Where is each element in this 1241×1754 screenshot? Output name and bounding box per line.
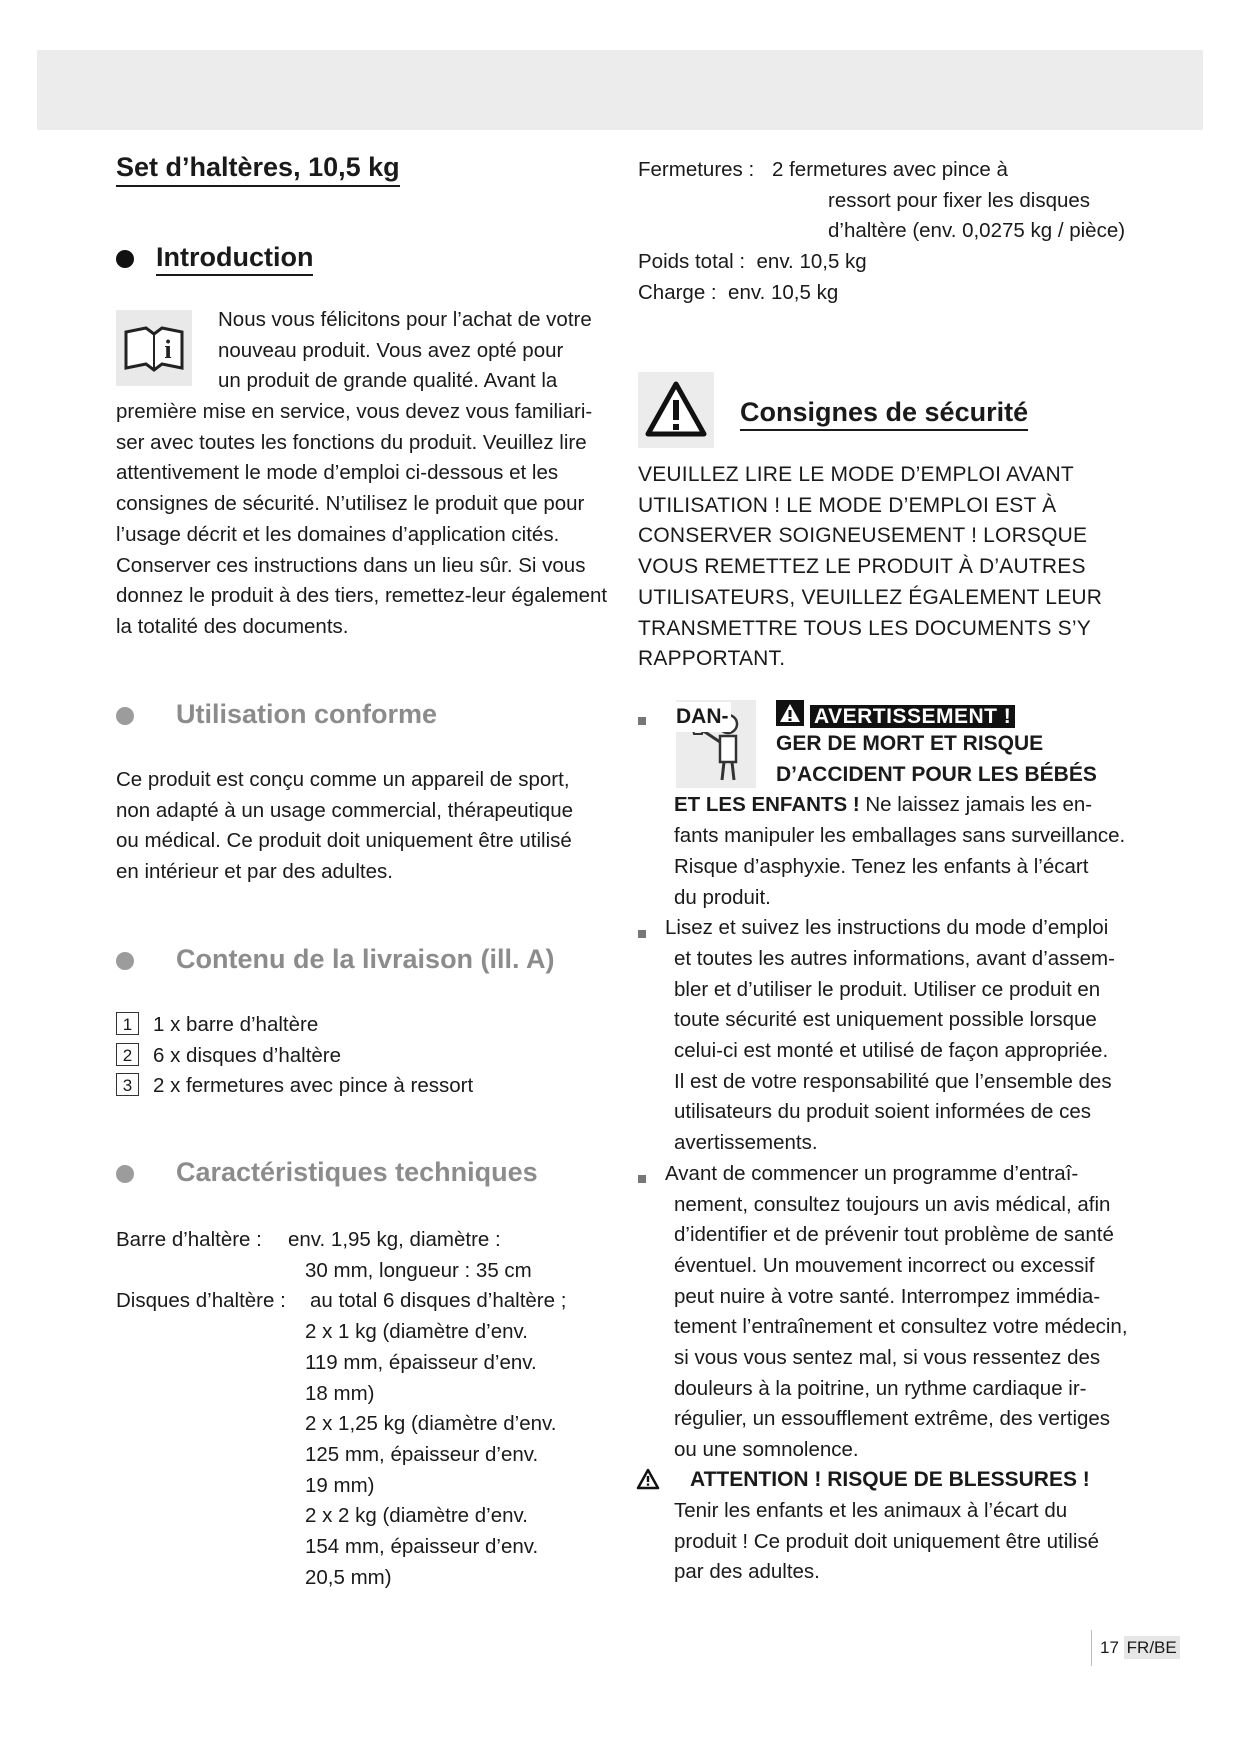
spec-closures-line: 2 fermetures avec pince à bbox=[772, 158, 1008, 181]
text-line: UTILISATION ! LE MODE D’EMPLOI EST À bbox=[638, 493, 1057, 517]
text-line: et toutes les autres informations, avant d’assem- bbox=[674, 946, 1115, 970]
attention-triangle-icon bbox=[636, 1468, 660, 1495]
spec-load bbox=[638, 278, 838, 309]
book-info-icon bbox=[116, 310, 192, 386]
spec-weight-label: Poids total : bbox=[638, 250, 746, 274]
danger-emphasis: ET LES ENFANTS ! bbox=[674, 793, 860, 817]
text-line: 125 mm, épaisseur d’env. bbox=[305, 1442, 539, 1466]
page-number bbox=[1100, 1638, 1180, 1658]
delivery-list bbox=[116, 1010, 626, 1102]
warning-label: AVERTISSEMENT ! bbox=[810, 705, 1015, 728]
spec-bar-line: env. 1,95 kg, diamètre : bbox=[288, 1228, 501, 1251]
text-line: VEUILLEZ LIRE LE MODE D’EMPLOI AVANT bbox=[638, 463, 1074, 486]
specs-heading: Caractéristiques techniques bbox=[176, 1157, 538, 1187]
text-line: ou médical. Ce produit doit uniquement être utilisé bbox=[116, 829, 572, 853]
text-line: RAPPORTANT. bbox=[638, 647, 786, 671]
text-line: en intérieur et par des adultes. bbox=[116, 860, 393, 884]
text-line: première mise en service, vous devez vous familiari- bbox=[116, 400, 593, 423]
text-line: UTILISATEURS, VEUILLEZ ÉGALEMENT LEUR bbox=[638, 585, 1103, 609]
text-line: avertissements. bbox=[674, 1131, 818, 1155]
text-line: peut nuire à votre santé. Interrompez immédia- bbox=[674, 1284, 1101, 1308]
text-line: utilisateurs du produit soient informées de ces bbox=[674, 1100, 1092, 1124]
bullet2-text bbox=[674, 944, 1164, 1159]
text-line: la totalité des documents. bbox=[116, 614, 349, 638]
text-line: produit ! Ce produit doit uniquement être utilisé bbox=[674, 1529, 1100, 1553]
list-bullet-square bbox=[638, 1175, 646, 1183]
danger-heading-lines bbox=[776, 729, 1097, 790]
warning-triangle-icon bbox=[638, 372, 714, 448]
section-bullet-dot bbox=[116, 1165, 134, 1183]
delivery-heading: Contenu de la livraison (ill. A) bbox=[176, 944, 555, 974]
bullet2-first-line: Lisez et suivez les instructions du mode d’emploi bbox=[665, 916, 1109, 940]
item-text: 6 x disques d’haltère bbox=[153, 1043, 342, 1067]
safety-caps-text bbox=[638, 460, 1158, 675]
text-line: donnez le produit à des tiers, remettez-leur également bbox=[116, 584, 608, 608]
text-line: ou une somnolence. bbox=[674, 1438, 859, 1462]
text-line: bler et d’utiliser le produit. Utiliser ce produit en bbox=[674, 977, 1101, 1001]
spec-discs-label: Disques d’haltère : bbox=[116, 1289, 286, 1313]
text-line: toute sécurité est uniquement possible lorsque bbox=[674, 1008, 1097, 1032]
text-line: un produit de grande qualité. Avant la bbox=[218, 369, 558, 393]
text-line: D’ACCIDENT POUR LES BÉBÉS bbox=[776, 762, 1097, 786]
text-line: celui-ci est monté et utilisé de façon appropriée. bbox=[674, 1039, 1109, 1062]
text-line: l’usage décrit et les domaines d’application cités. bbox=[116, 522, 560, 546]
text-line: TRANSMETTRE TOUS LES DOCUMENTS S’Y bbox=[638, 616, 1091, 640]
item-number: 3 bbox=[116, 1073, 139, 1096]
text-line: éventuel. Un mouvement incorrect ou excessif bbox=[674, 1253, 1095, 1277]
danger-word-start: DAN- bbox=[676, 702, 731, 732]
list-item bbox=[116, 1041, 626, 1072]
text-line: nement, consultez toujours un avis médical, afin bbox=[674, 1192, 1111, 1216]
text-line: 154 mm, épaisseur d’env. bbox=[305, 1535, 539, 1559]
text-line: fants manipuler les emballages sans surveillance. bbox=[674, 824, 1126, 848]
text-line: non adapté à un usage commercial, thérapeutique bbox=[116, 798, 574, 822]
spec-discs-line: au total 6 disques d’haltère ; bbox=[310, 1289, 567, 1313]
intro-text bbox=[116, 397, 626, 643]
text-line: Il est de votre responsabilité que l’ensemble des bbox=[674, 1069, 1112, 1093]
text-line: Nous vous félicitons pour l’achat de votre bbox=[218, 308, 592, 331]
text-line: par des adultes. bbox=[674, 1560, 820, 1584]
list-bullet-square bbox=[638, 930, 646, 938]
spec-weight-value: env. 10,5 kg bbox=[756, 250, 867, 274]
item-number: 1 bbox=[116, 1012, 139, 1035]
spec-bar-line: 30 mm, longueur : 35 cm bbox=[305, 1258, 532, 1282]
text-line: si vous vous sentez mal, si vous ressentez des bbox=[674, 1346, 1101, 1370]
item-text: 1 x barre d’haltère bbox=[153, 1013, 319, 1036]
bullet3-text bbox=[674, 1190, 1164, 1466]
text-line: consignes de sécurité. N’utilisez le produit que pour bbox=[116, 492, 585, 516]
header-bar bbox=[37, 50, 1203, 130]
text-line: GER DE MORT ET RISQUE bbox=[776, 732, 1044, 755]
page-number-divider bbox=[1091, 1630, 1092, 1666]
text-line: Risque d’asphyxie. Tenez les enfants à l’écart bbox=[674, 854, 1089, 878]
spec-closures-line: ressort pour fixer les disques bbox=[828, 188, 1091, 212]
text-line: ser avec toutes les fonctions du produit. Veuillez lire bbox=[116, 430, 587, 454]
text-line: Conserver ces instructions dans un lieu sûr. Si vous bbox=[116, 553, 586, 577]
svg-text:i: i bbox=[164, 335, 172, 364]
item-number: 2 bbox=[116, 1043, 139, 1066]
text-line: 2 x 1 kg (diamètre d’env. bbox=[305, 1320, 528, 1344]
safety-heading: Consignes de sécurité bbox=[740, 395, 1028, 431]
page-locale: FR/BE bbox=[1124, 1636, 1180, 1659]
text-line: VOUS REMETTEZ LE PRODUIT À D’AUTRES bbox=[638, 555, 1086, 579]
usage-text bbox=[116, 765, 626, 888]
document-title: Set d’haltères, 10,5 kg bbox=[116, 150, 400, 187]
spec-discs-values bbox=[305, 1317, 556, 1593]
item-text: 2 x fermetures avec pince à ressort bbox=[153, 1074, 474, 1098]
bullet3-first-line: Avant de commencer un programme d’entraî- bbox=[665, 1161, 1079, 1185]
list-item bbox=[116, 1010, 626, 1041]
text-line: du produit. bbox=[674, 885, 771, 909]
attention-heading: ATTENTION ! RISQUE DE BLESSURES ! bbox=[690, 1468, 1090, 1491]
spec-load-label: Charge : bbox=[638, 280, 717, 304]
page-number-value: 17 bbox=[1100, 1638, 1119, 1657]
text-line: douleurs à la poitrine, un rythme cardiaque ir- bbox=[674, 1376, 1087, 1400]
spec-weight bbox=[638, 247, 867, 278]
section-bullet-dot bbox=[116, 952, 134, 970]
text-line: 18 mm) bbox=[305, 1381, 375, 1405]
danger-text bbox=[674, 790, 1154, 913]
text-line: CONSERVER SOIGNEUSEMENT ! LORSQUE bbox=[638, 524, 1088, 548]
attention-text bbox=[674, 1496, 1164, 1588]
spec-closures-label: Fermetures : bbox=[638, 158, 755, 181]
text-line: d’identifier et de prévenir tout problème de santé bbox=[674, 1223, 1114, 1247]
text-line: nouveau produit. Vous avez opté pour bbox=[218, 338, 564, 362]
list-item bbox=[116, 1071, 626, 1102]
text-line: tement l’entraînement et consultez votre médecin, bbox=[674, 1315, 1128, 1339]
spec-closures-line: d’haltère (env. 0,0275 kg / pièce) bbox=[828, 219, 1126, 243]
section-bullet-dot bbox=[116, 250, 134, 268]
section-bullet-dot bbox=[116, 707, 134, 725]
danger-text-rest: Ne laissez jamais les en- bbox=[859, 793, 1093, 817]
text-line: 2 x 1,25 kg (diamètre d’env. bbox=[305, 1412, 557, 1436]
text-line: 19 mm) bbox=[305, 1473, 375, 1497]
intro-heading: Introduction bbox=[156, 240, 313, 276]
text-line: 2 x 2 kg (diamètre d’env. bbox=[305, 1504, 528, 1528]
spec-bar-label: Barre d’haltère : bbox=[116, 1228, 262, 1251]
text-line bbox=[674, 790, 1154, 821]
spec-load-value: env. 10,5 kg bbox=[728, 280, 839, 304]
text-line: régulier, un essoufflement extrême, des vertiges bbox=[674, 1407, 1111, 1431]
text-line: Tenir les enfants et les animaux à l’écart du bbox=[674, 1499, 1068, 1522]
list-bullet-square bbox=[638, 717, 646, 725]
intro-text-indented bbox=[218, 305, 618, 397]
text-line: attentivement le mode d’emploi ci-dessous et les bbox=[116, 461, 559, 485]
usage-heading: Utilisation conforme bbox=[176, 699, 438, 729]
text-line: Ce produit est conçu comme un appareil de sport, bbox=[116, 768, 570, 791]
text-line: 20,5 mm) bbox=[305, 1565, 392, 1589]
text-line: 119 mm, épaisseur d’env. bbox=[305, 1350, 537, 1374]
